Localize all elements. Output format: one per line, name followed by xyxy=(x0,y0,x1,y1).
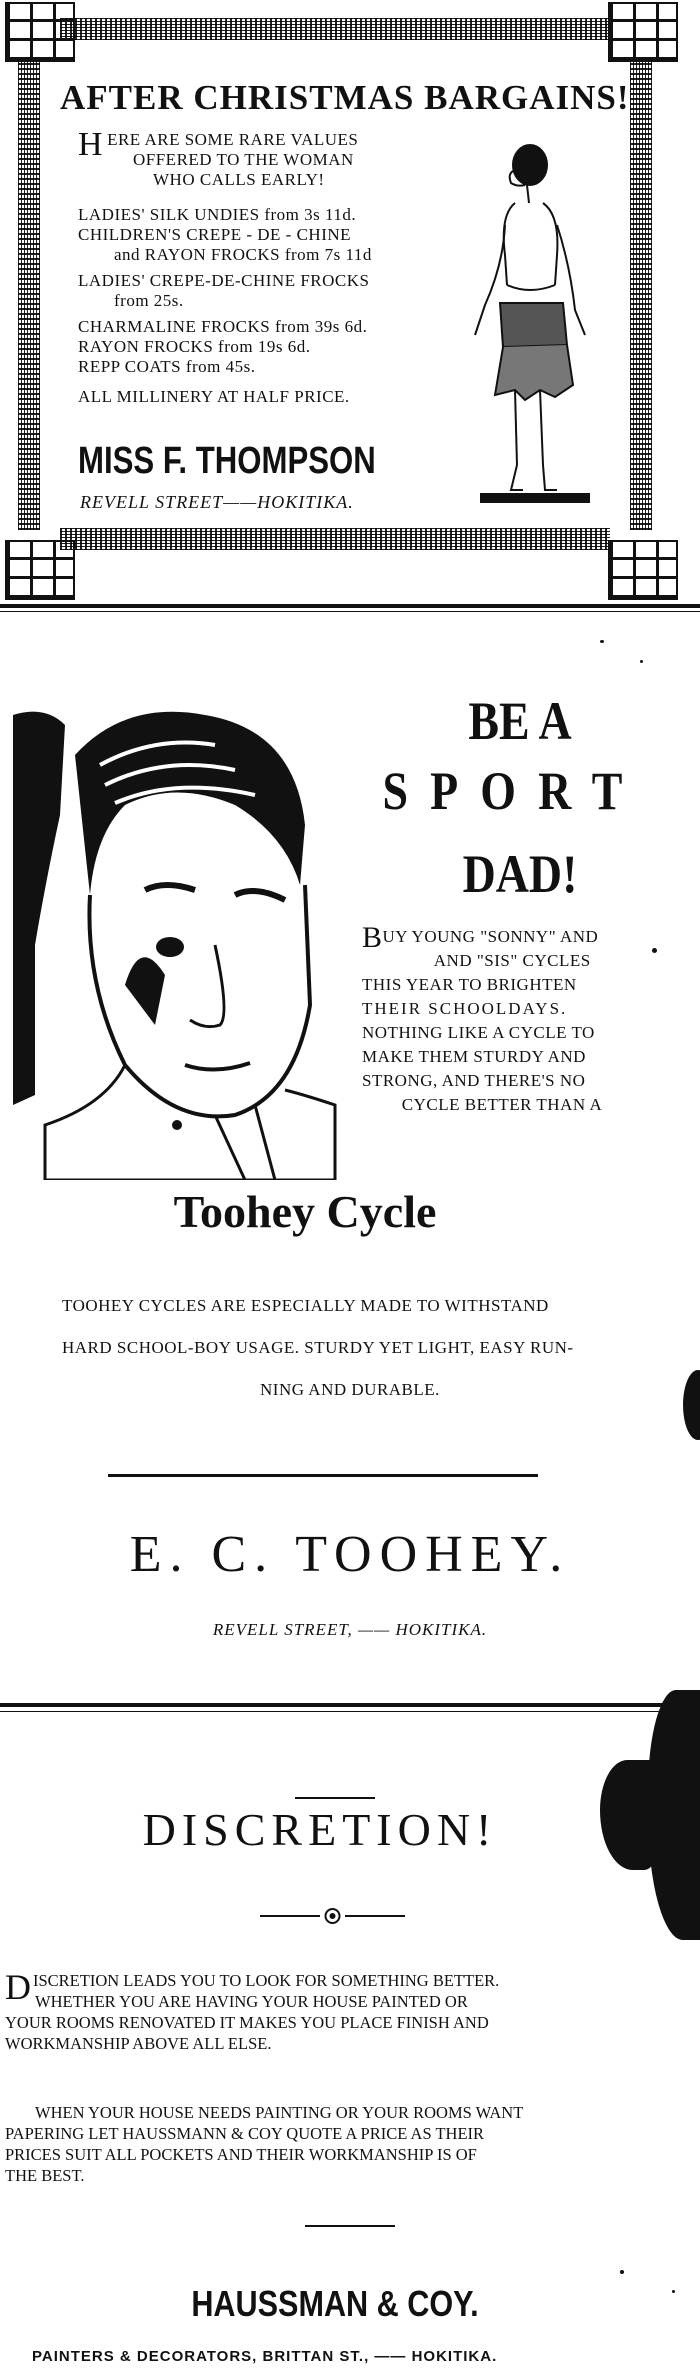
ad1-headline: AFTER CHRISTMAS BARGAINS! xyxy=(60,78,630,117)
ad2-body-line: STRONG, AND THERE'S NO xyxy=(362,1071,586,1090)
ad1-drop-cap: H xyxy=(78,126,104,163)
ad1-address: REVELL STREET——HOKITIKA. xyxy=(80,492,354,512)
price-item: CHILDREN'S CREPE - DE - CHINE xyxy=(78,225,352,244)
ad3-line: THE BEST. xyxy=(5,2166,85,2185)
man-portrait-illustration xyxy=(5,685,340,1180)
ad3-line: PAPERING LET HAUSSMANN & COY QUOTE A PRICE AS THEIR xyxy=(5,2124,485,2143)
price-item: and RAYON FROCKS from 7s 11d xyxy=(114,245,372,264)
ad1-intro-line: OFFERED TO THE WOMAN xyxy=(133,150,354,169)
headline-sport: SPORT xyxy=(382,761,645,821)
ad1-shop-name: MISS F. THOMPSON xyxy=(78,440,376,482)
corner-grid-top-right xyxy=(608,2,678,62)
ad2-body-line: CYCLE BETTER THAN A xyxy=(401,1095,603,1114)
frame-bottom-border xyxy=(60,528,610,550)
frame-right-border xyxy=(630,60,652,530)
headline-be-a: BE A xyxy=(468,691,572,751)
ad2-body-line: THIS YEAR TO BRIGHTEN xyxy=(362,975,577,994)
ad1-intro-line: ERE ARE SOME RARE VALUES xyxy=(107,130,359,149)
corner-grid-bottom-right xyxy=(608,540,678,600)
ornament-divider-icon xyxy=(260,1905,405,1927)
print-speck xyxy=(620,2270,624,2274)
frame-left-border xyxy=(18,60,40,530)
ad3-line: ISCRETION LEADS YOU TO LOOK FOR SOMETHING BETTER. xyxy=(33,1971,500,1990)
ad1-intro-line: WHO CALLS EARLY! xyxy=(153,170,325,189)
price-item: LADIES' CREPE-DE-CHINE FROCKS xyxy=(78,271,370,290)
price-item: from 25s. xyxy=(114,291,184,310)
print-speck xyxy=(652,948,657,953)
ad3-line: YOUR ROOMS RENOVATED IT MAKES YOU PLACE FINISH AND xyxy=(5,2013,489,2032)
ad2-body-line: MAKE THEM STURDY AND xyxy=(362,1047,586,1066)
ad3-title-rule xyxy=(295,1797,375,1799)
price-item: LADIES' SILK UNDIES from 3s 11d. xyxy=(78,205,357,224)
corner-grid-top-left xyxy=(5,2,75,62)
ad2-body-line: AND "SIS" CYCLES xyxy=(433,951,591,970)
ad2-brand-name: Toohey Cycle xyxy=(173,1186,437,1237)
frame-top-border xyxy=(60,18,610,40)
ad3-footer: PAINTERS & DECORATORS, BRITTAN ST., —— HOKITIKA. xyxy=(32,2348,498,2365)
price-item: CHARMALINE FROCKS from 39s 6d. xyxy=(78,317,368,336)
ad2-desc-line: TOOHEY CYCLES ARE ESPECIALLY MADE TO WITHSTAND xyxy=(62,1296,549,1315)
ad2-body-copy xyxy=(362,921,642,1117)
ad2-address: REVELL STREET, —— HOKITIKA. xyxy=(212,1620,488,1639)
section-divider xyxy=(0,604,700,608)
ad1-intro xyxy=(78,126,359,190)
ad3-company-name: HAUSSMAN & COY. xyxy=(191,2283,479,2324)
ad3-line: WORKMANSHIP ABOVE ALL ELSE. xyxy=(5,2034,272,2053)
ad2-body-line: THEIR SCHOOLDAYS. xyxy=(362,999,568,1018)
section-divider xyxy=(0,1703,700,1707)
ad3-line: PRICES SUIT ALL POCKETS AND THEIR WORKMANSHIP IS OF xyxy=(5,2145,477,2164)
woman-fashion-illustration xyxy=(445,135,620,510)
ad3-line: WHEN YOUR HOUSE NEEDS PAINTING OR YOUR ROOMS WANT xyxy=(35,2103,524,2122)
price-item: RAYON FROCKS from 19s 6d. xyxy=(78,337,311,356)
ad2-desc-line: HARD SCHOOL-BOY USAGE. STURDY YET LIGHT, EASY RUN- xyxy=(62,1338,574,1357)
print-speck xyxy=(640,660,643,663)
print-speck xyxy=(672,2290,675,2293)
ad-after-christmas-bargains xyxy=(0,0,700,610)
ad2-body-line: UY YOUNG "SONNY" AND xyxy=(382,927,599,946)
print-speck xyxy=(600,640,604,643)
ad2-drop-cap: B xyxy=(362,921,383,954)
price-item: REPP COATS from 45s. xyxy=(78,357,256,376)
headline-dad: DAD! xyxy=(462,844,578,904)
ad2-desc-line: NING AND DURABLE. xyxy=(260,1380,440,1399)
ad2-body-line: NOTHING LIKE A CYCLE TO xyxy=(362,1023,595,1042)
ad3-short-rule xyxy=(305,2225,395,2227)
ad3-paragraph-2 xyxy=(5,2102,645,2186)
ad3-drop-cap: D xyxy=(5,1967,31,2007)
ad2-short-rule xyxy=(108,1474,538,1477)
millinery-note: ALL MILLINERY AT HALF PRICE. xyxy=(78,387,350,406)
corner-grid-bottom-left xyxy=(5,540,75,600)
ad3-headline: DISCRETION! xyxy=(142,1804,498,1855)
ad2-shop-name: E. C. TOOHEY. xyxy=(129,1526,571,1583)
ad3-line: WHETHER YOU ARE HAVING YOUR HOUSE PAINTED OR xyxy=(35,1992,468,2011)
ad1-price-list xyxy=(78,205,372,407)
ad3-paragraph-1 xyxy=(5,1967,645,2054)
section-divider xyxy=(0,1711,700,1712)
section-divider xyxy=(0,611,700,612)
